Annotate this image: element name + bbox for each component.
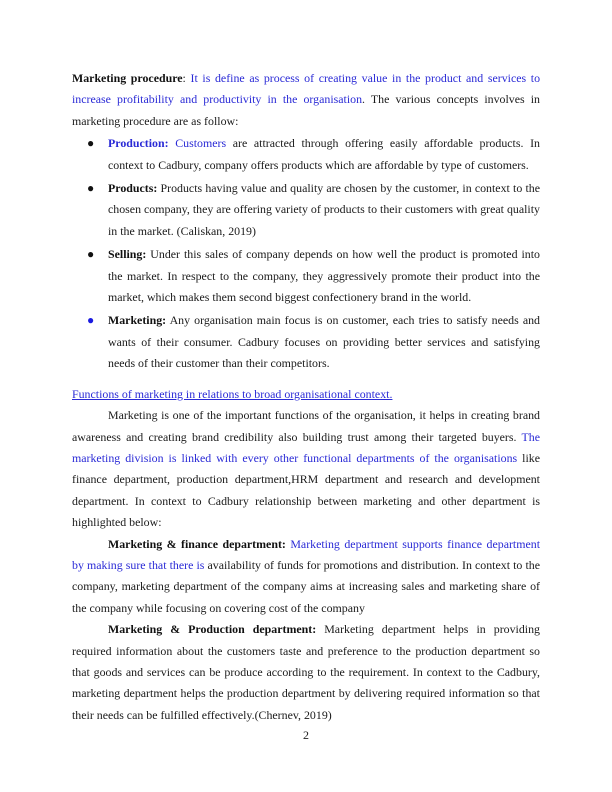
- production-paragraph: [72, 619, 540, 726]
- finance-paragraph: [72, 534, 540, 620]
- intro-rest: . The various concepts involves in marketing procedure are as follow:: [72, 92, 540, 128]
- list-item-products: [72, 178, 540, 242]
- page-number: 2: [303, 728, 309, 742]
- functions-text-a: Marketing is one of the important functions of the organisation, it helps in creating brand awareness and creating brand credibility also building trust among their targeted buyers.: [72, 408, 540, 444]
- intro-colon: :: [182, 71, 191, 85]
- bullet-icon: ●: [87, 313, 95, 328]
- list-item-text: Products having value and quality are chosen by the customer, in context to the chosen company, they are offering variety of products to their customers with great quality in the market. (Caliskan, 2019): [108, 181, 540, 238]
- list-item-text: are attracted through offering easily affordable products. In context to Cadbury, company offers products which are affordable by type of customers.: [108, 136, 541, 172]
- list-item-label: Selling:: [108, 247, 147, 262]
- list-item-selling: [72, 244, 540, 308]
- functions-paragraph: [72, 405, 540, 533]
- intro-heading: Marketing procedure: [72, 71, 183, 85]
- finance-text: availability of funds for promotions and distribution. In context to the company, marketing department of the company aims at increasing sales and marketing share of the company while focusing on covering cost of the company: [72, 557, 540, 615]
- finance-label: Marketing & finance department:: [108, 536, 286, 551]
- functions-text-b: like finance department, production department,HRM department and research and development department. In context to Cadbury relationship between marketing and other department is highlighted below:: [72, 450, 540, 530]
- document-page: [72, 68, 540, 726]
- list-item-label: Production:: [108, 136, 169, 151]
- functions-highlight: The marketing division is linked with every other functional departments of the organisations: [72, 429, 540, 465]
- intro-paragraph: [72, 68, 540, 132]
- production-label: Marketing & Production department:: [108, 622, 317, 637]
- list-item-highlight: Customers: [168, 136, 227, 151]
- bullet-icon: ●: [87, 247, 95, 262]
- concepts-list: [72, 133, 540, 374]
- list-item-marketing: [72, 310, 540, 374]
- list-item-text: Any organisation main focus is on customer, each tries to satisfy needs and wants of their consumer. Cadbury focuses on providing better services and satisfying needs of their customer than their competitors.: [108, 313, 540, 371]
- list-item-text: Under this sales of company depends on how well the product is promoted into the market. In respect to the company, they aggressively promote their product into the market, which makes them second biggest confectionery brand in the world.: [108, 247, 540, 305]
- intro-definition: It is define as process of creating value in the product and services to increase profitability and productivity in the organisation: [72, 71, 541, 107]
- production-text: Marketing department helps in providing required information about the customers taste and preference to the production department so that goods and services can be produce according to the requirement. In context to the Cadbury, marketing department helps the production department by delivering required information so that their needs can be fulfilled effectively.(Chernev, 2019): [72, 622, 540, 722]
- list-item-label: Marketing:: [108, 313, 167, 328]
- finance-highlight: Marketing department supports finance department by making sure that there is: [72, 536, 541, 572]
- bullet-icon: ●: [87, 136, 95, 151]
- section-heading-link[interactable]: Functions of marketing in relations to broad organisational context.: [72, 386, 393, 401]
- bullet-icon: ●: [87, 181, 95, 196]
- list-item-production: [72, 133, 540, 176]
- list-item-label: Products:: [108, 181, 158, 196]
